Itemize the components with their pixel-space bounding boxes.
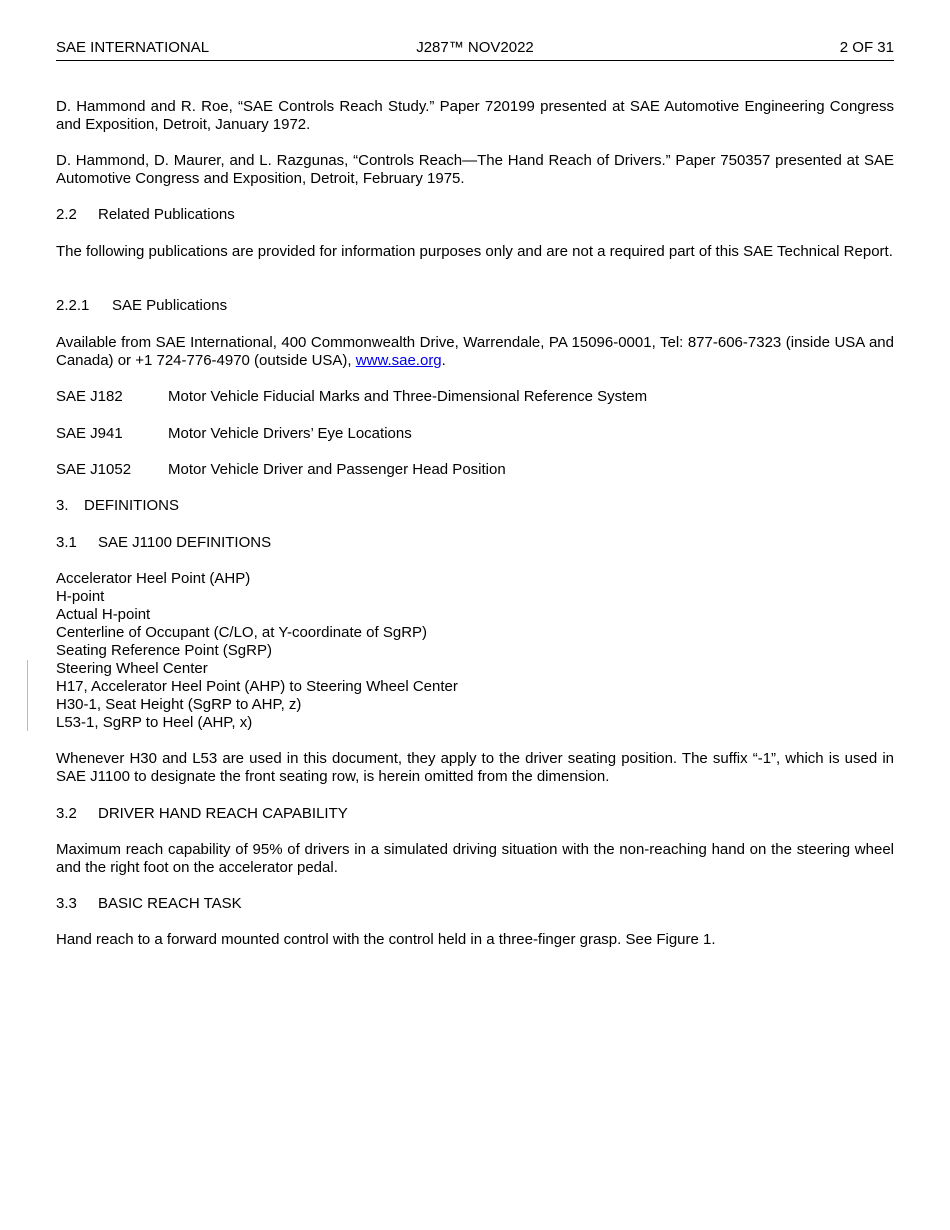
publication-title: Motor Vehicle Driver and Passenger Head Position xyxy=(168,461,506,478)
section-heading-3-2 xyxy=(56,805,894,823)
section-number: 3.3 xyxy=(56,895,77,912)
definition-item: H30-1, Seat Height (SgRP to AHP, z) xyxy=(56,696,302,713)
section-title: BASIC REACH TASK xyxy=(98,895,242,912)
section-title: SAE J1100 DEFINITIONS xyxy=(98,534,272,551)
definition-item: Seating Reference Point (SgRP) xyxy=(56,642,272,659)
sae-website-link[interactable]: www.sae.org xyxy=(355,352,442,369)
section-title: SAE Publications xyxy=(112,297,228,314)
section-number: 3. xyxy=(56,497,69,514)
section-heading-2-2-1 xyxy=(56,297,894,315)
header-org: SAE INTERNATIONAL xyxy=(56,39,210,56)
revision-change-bar xyxy=(27,660,28,731)
definition-item: Accelerator Heel Point (AHP) xyxy=(56,570,251,587)
section-number: 3.2 xyxy=(56,805,77,822)
dimension-suffix-note: Whenever H30 and L53 are used in this document, they apply to the driver seating position. The suffix “-1”, which is used in SAE J1100 to designate the front seating row, is herein omitted from the dimension. xyxy=(56,750,894,785)
section-title: DRIVER HAND REACH CAPABILITY xyxy=(98,805,348,822)
definitions-list xyxy=(56,570,894,732)
basic-reach-task-text: Hand reach to a forward mounted control with the control held in a three-finger grasp. See Figure 1. xyxy=(56,931,716,948)
definition-item: Steering Wheel Center xyxy=(56,660,208,677)
availability-text: Available from SAE International, 400 Commonwealth Drive, Warrendale, PA 15096-0001, Tel: 877-606-7323 (inside USA and Canada) or +1 724-776-4970 (outside USA), xyxy=(56,334,894,369)
section-title: Related Publications xyxy=(98,206,235,223)
publication-code: SAE J941 xyxy=(56,425,123,442)
section-heading-3-1 xyxy=(56,534,894,552)
section-number: 3.1 xyxy=(56,534,77,551)
section-heading-3-3 xyxy=(56,895,894,913)
section-title: DEFINITIONS xyxy=(84,497,180,514)
section-heading-2-2 xyxy=(56,206,894,224)
reference-hammond-maurer-razgunas: D. Hammond, D. Maurer, and L. Razgunas, “Controls Reach—The Hand Reach of Drivers.” Paper 750357 presented at SAE Automotive Congress and Exposition, Detroit, February 1975. xyxy=(56,152,894,187)
definition-item: H-point xyxy=(56,588,105,605)
publication-title: Motor Vehicle Fiducial Marks and Three-Dimensional Reference System xyxy=(168,388,648,405)
publication-code: SAE J1052 xyxy=(56,461,132,478)
publication-title: Motor Vehicle Drivers’ Eye Locations xyxy=(168,425,412,442)
related-publications-text: The following publications are provided for information purposes only and are not a required part of this SAE Technical Report. xyxy=(56,243,893,260)
section-number: 2.2.1 xyxy=(56,297,90,314)
hand-reach-capability-text: Maximum reach capability of 95% of drivers in a simulated driving situation with the non-reaching hand on the steering wheel and the right foot on the accelerator pedal. xyxy=(56,841,894,876)
definition-item: L53-1, SgRP to Heel (AHP, x) xyxy=(56,714,253,731)
reference-hammond-roe: D. Hammond and R. Roe, “SAE Controls Reach Study.” Paper 720199 presented at SAE Automotive Engineering Congress and Exposition, Detroit, January 1972. xyxy=(56,98,894,133)
definition-item: H17, Accelerator Heel Point (AHP) to Steering Wheel Center xyxy=(56,678,458,695)
publication-entry xyxy=(56,425,894,443)
publication-code: SAE J182 xyxy=(56,388,123,405)
header-doc-id: J287™ NOV2022 xyxy=(416,39,534,56)
publication-entry xyxy=(56,388,894,406)
publication-entry xyxy=(56,461,894,479)
section-heading-3 xyxy=(56,497,894,515)
definition-item: Centerline of Occupant (C/LO, at Y-coordinate of SgRP) xyxy=(56,624,428,641)
section-number: 2.2 xyxy=(56,206,77,223)
sae-availability-text xyxy=(56,334,894,370)
availability-period: . xyxy=(441,352,446,369)
definition-item: Actual H-point xyxy=(56,606,151,623)
page-header xyxy=(56,38,894,61)
header-page-number: 2 OF 31 xyxy=(839,39,894,56)
